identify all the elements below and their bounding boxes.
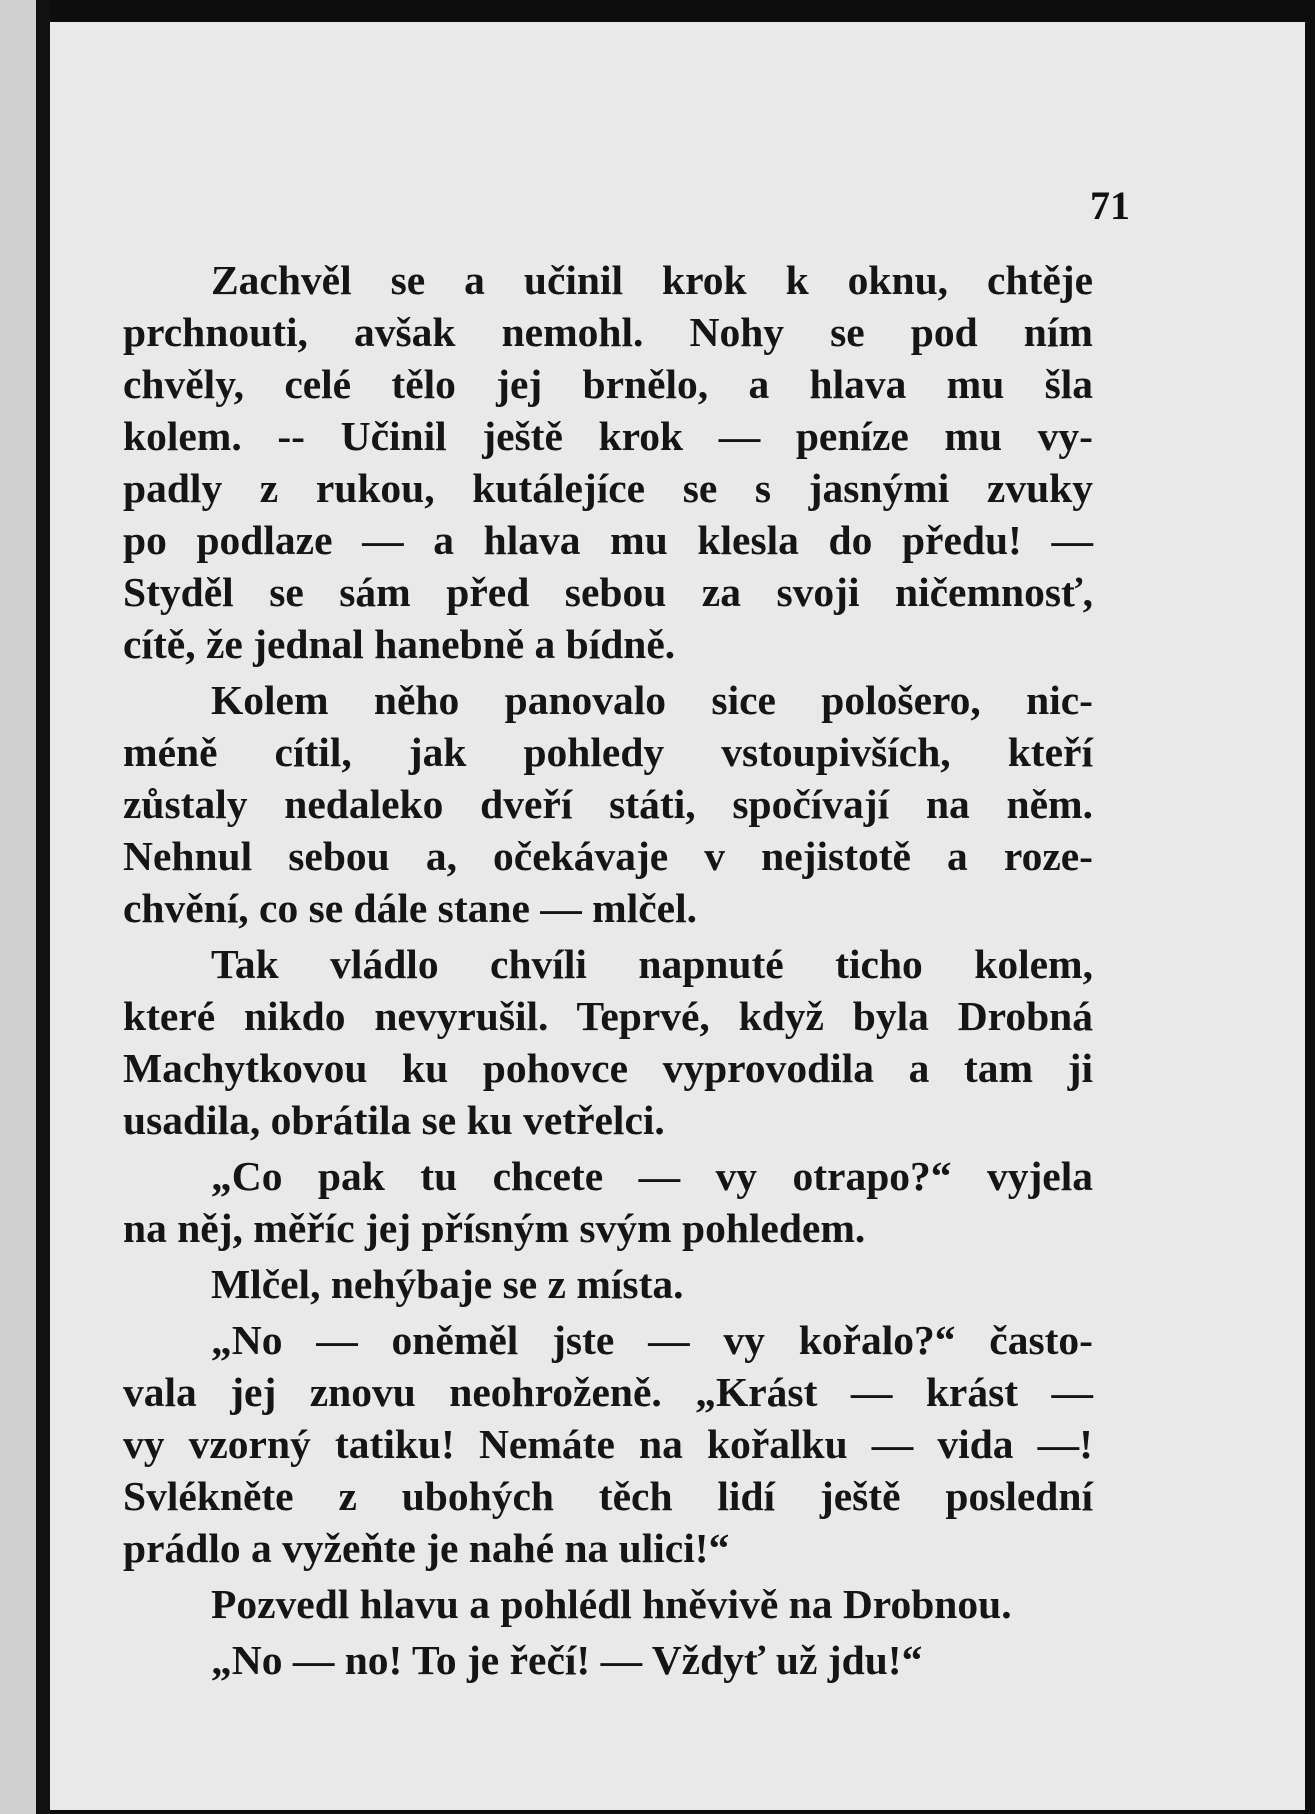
scan-edge-shadow bbox=[36, 0, 50, 1814]
text-line: Machytkovou ku pohovce vyprovodila a tam ji bbox=[123, 1045, 1093, 1091]
text-line: vy vzorný tatiku! Nemáte na kořalku — vida —! bbox=[123, 1421, 1093, 1467]
text-line: kolem. -- Učinil ještě krok — peníze mu vy- bbox=[123, 413, 1093, 459]
text-line: „No — no! To je řečí! — Vždyť už jdu!“ bbox=[211, 1637, 923, 1683]
text-line: Zachvěl se a učinil krok k oknu, chtěje bbox=[211, 257, 1093, 303]
text-line: na něj, měříc jej přísným svým pohledem. bbox=[123, 1205, 866, 1251]
text-line: chvěly, celé tělo jej brnělo, a hlava mu šla bbox=[123, 361, 1093, 407]
paragraph bbox=[123, 674, 1093, 934]
paragraph bbox=[123, 938, 1093, 1146]
paragraph bbox=[123, 1314, 1093, 1574]
paragraph bbox=[123, 1258, 1093, 1310]
text-line: padly z rukou, kutálejíce se s jasnými zvuky bbox=[123, 465, 1093, 511]
page-text bbox=[123, 254, 1093, 1686]
text-line: Mlčel, nehýbaje se z místa. bbox=[211, 1261, 684, 1307]
text-line: usadila, obrátila se ku vetřelci. bbox=[123, 1097, 665, 1143]
text-line: po podlaze — a hlava mu klesla do předu! — bbox=[123, 517, 1093, 563]
text-line: cítě, že jednal hanebně a bídně. bbox=[123, 621, 676, 667]
text-line: zůstaly nedaleko dveří státi, spočívají na něm. bbox=[123, 781, 1093, 827]
text-line: Kolem něho panovalo sice pološero, nic- bbox=[211, 677, 1093, 723]
text-line: Nehnul sebou a, očekávaje v nejistotě a roze- bbox=[123, 833, 1093, 879]
page-number: 71 bbox=[1090, 183, 1130, 228]
book-page bbox=[50, 22, 1305, 1810]
text-line: Svlékněte z ubohých těch lidí ještě poslední bbox=[123, 1473, 1093, 1519]
text-line: „No — oněměl jste — vy kořalo?“ často- bbox=[211, 1317, 1093, 1363]
text-line: prchnouti, avšak nemohl. Nohy se pod ním bbox=[123, 309, 1093, 355]
text-line: prádlo a vyžeňte je nahé na ulici!“ bbox=[123, 1525, 730, 1571]
text-line: chvění, co se dále stane — mlčel. bbox=[123, 885, 697, 931]
paragraph bbox=[123, 1150, 1093, 1254]
scan-left-margin bbox=[0, 0, 50, 1814]
paragraph bbox=[123, 1578, 1093, 1630]
text-line: Pozvedl hlavu a pohlédl hněvivě na Drobnou. bbox=[211, 1581, 1012, 1627]
text-line: méně cítil, jak pohledy vstoupivších, kteří bbox=[123, 729, 1093, 775]
text-line: které nikdo nevyrušil. Teprvé, když byla Drobná bbox=[123, 993, 1093, 1039]
text-line: Tak vládlo chvíli napnuté ticho kolem, bbox=[211, 941, 1093, 987]
text-line: „Co pak tu chcete — vy otrapo?“ vyjela bbox=[211, 1153, 1093, 1199]
paragraph bbox=[123, 1634, 1093, 1686]
paragraph bbox=[123, 254, 1093, 670]
text-line: vala jej znovu neohroženě. „Krást — krást — bbox=[123, 1369, 1093, 1415]
text-line: Styděl se sám před sebou za svoji ničemnosť, bbox=[123, 569, 1093, 615]
